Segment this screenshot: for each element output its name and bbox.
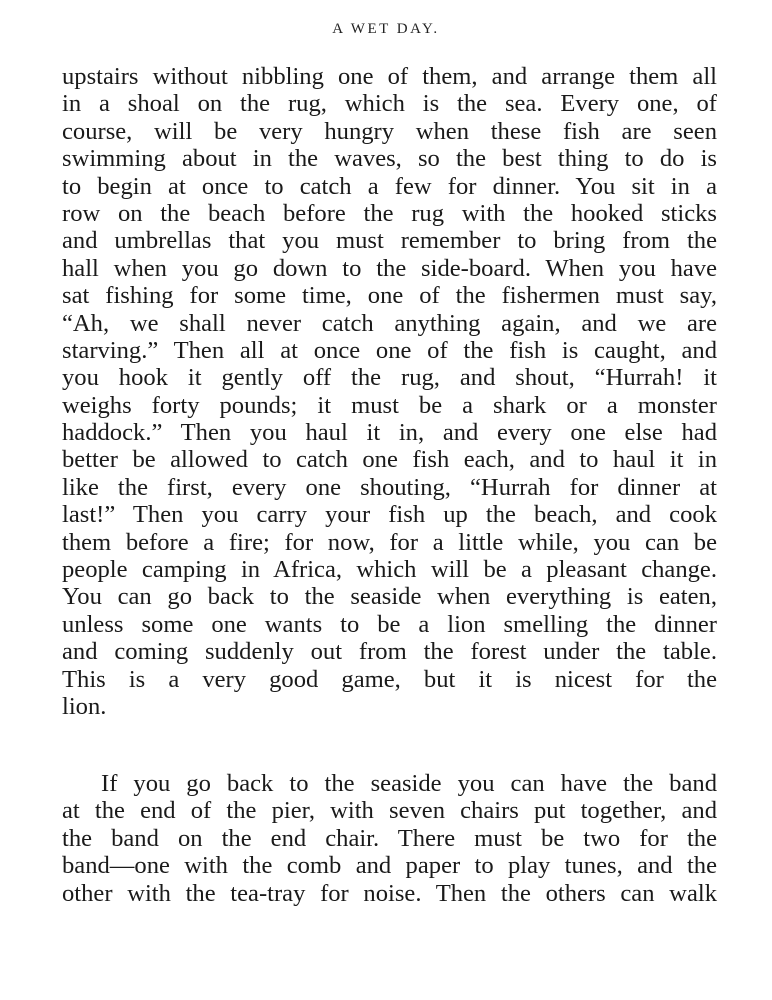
text-line: you hook it gently off the rug, and shout, “Hurrah! it (62, 364, 717, 392)
text-line: and umbrellas that you must remember to bring from the (62, 227, 717, 255)
text-line: like the first, every one shouting, “Hurrah for dinner at (62, 473, 717, 501)
text-line: row on the beach before the rug with the hooked sticks (62, 199, 717, 227)
text-line: last!” Then you carry your fish up the beach, and cook (62, 501, 717, 529)
text-line: to begin at once to catch a few for dinner. You sit in a (62, 172, 717, 200)
text-line: You can go back to the seaside when everything is eaten, (62, 583, 717, 611)
text-line: “Ah, we shall never catch anything again, and we are (62, 309, 717, 337)
text-line: other with the tea-tray for noise. Then the others can walk (62, 879, 717, 907)
text-line: better be allowed to catch one fish each, and to haul it in (62, 446, 717, 474)
paragraph-2 (62, 770, 717, 907)
text-line: swimming about in the waves, so the best thing to do is (62, 145, 717, 173)
text-line: starving.” Then all at once one of the fish is caught, and (62, 336, 717, 364)
text-line: band—one with the comb and paper to play tunes, and the (62, 852, 717, 880)
text-line: unless some one wants to be a lion smelling the dinner (62, 610, 717, 638)
text-line: This is a very good game, but it is nicest for the (62, 665, 717, 693)
text-line: the band on the end chair. There must be two for the (62, 824, 717, 852)
paragraph-1 (62, 63, 717, 720)
text-line: haddock.” Then you haul it in, and every one else had (62, 419, 717, 447)
text-line: upstairs without nibbling one of them, and arrange them all (62, 63, 717, 90)
text-line: If you go back to the seaside you can have the band (101, 770, 717, 797)
text-line: them before a fire; for now, for a little while, you can be (62, 528, 717, 556)
text-line: course, will be very hungry when these fish are seen (62, 117, 717, 145)
text-line: hall when you go down to the side-board. When you have (62, 254, 717, 282)
running-head: A WET DAY. (332, 21, 440, 37)
text-line: weighs forty pounds; it must be a shark or a monster (62, 391, 717, 419)
text-line: in a shoal on the rug, which is the sea. Every one, of (62, 90, 717, 118)
text-line: lion. (62, 692, 107, 720)
text-line: people camping in Africa, which will be a pleasant change. (62, 556, 717, 584)
text-line: at the end of the pier, with seven chairs put together, and (62, 797, 717, 825)
text-line: and coming suddenly out from the forest under the table. (62, 638, 717, 666)
text-line: sat fishing for some time, one of the fishermen must say, (62, 282, 717, 310)
